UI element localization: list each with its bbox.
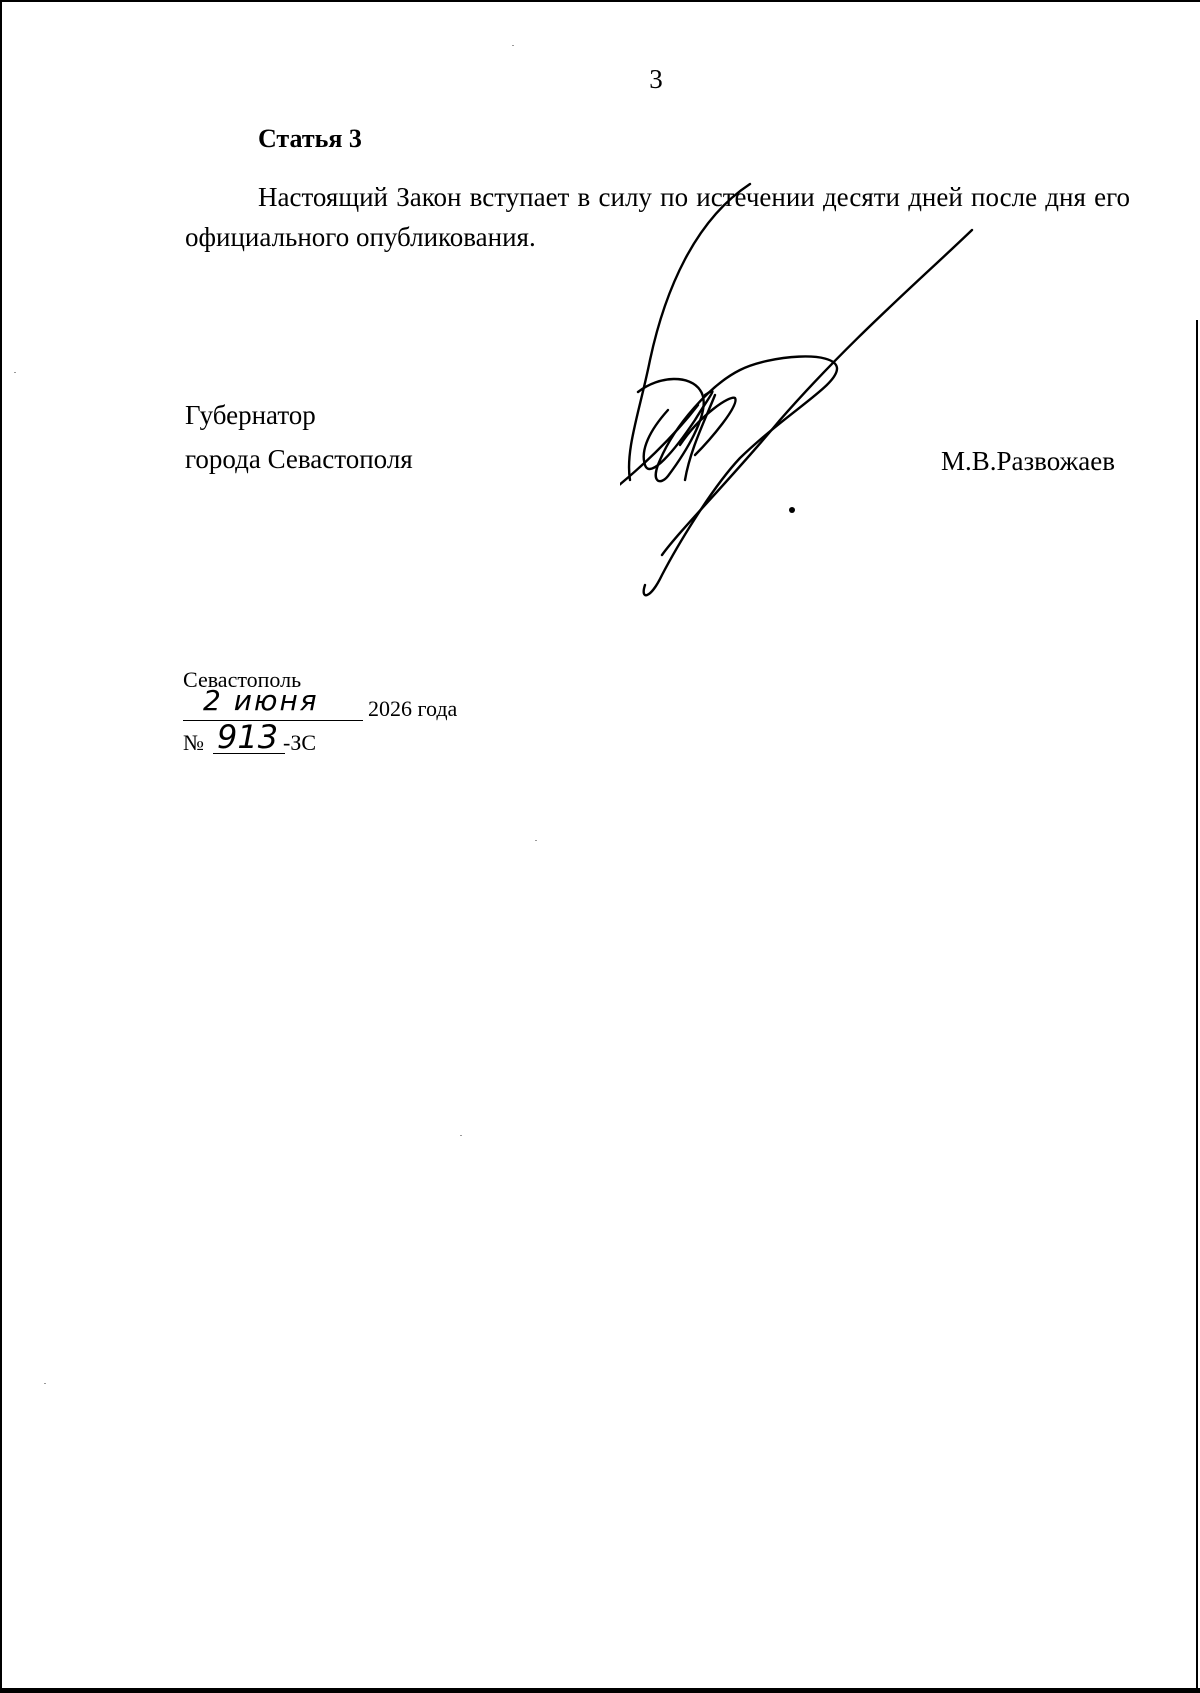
scan-speck [44, 1383, 46, 1384]
page-border-bottom [0, 1688, 1200, 1693]
handwritten-date: 2 июня [203, 684, 319, 717]
handwritten-signature [620, 180, 1000, 630]
page-border-left [0, 0, 2, 1693]
page-border-right [1196, 320, 1198, 1693]
article-paragraph: Настоящий Закон вступает в силу по истечении десяти дней после дня его официального опубликования. [185, 182, 1130, 252]
page-number: 3 [649, 64, 663, 94]
scan-speck [535, 840, 537, 841]
signatory-name: М.В.Развожаев [941, 446, 1115, 476]
signatory-title-line-1: Губернатор [185, 400, 316, 430]
scan-speck [460, 1135, 462, 1136]
signatory-title-line-2: города Севастополя [185, 444, 413, 474]
scan-speck [512, 45, 514, 46]
year-text: 2026 года [368, 696, 458, 721]
number-sign: № [183, 730, 204, 755]
handwritten-number: 913 [217, 718, 279, 756]
page-border-top [0, 0, 1200, 2]
law-number-line [183, 718, 483, 756]
number-suffix: -ЗС [283, 730, 317, 755]
article-heading: Статья 3 [258, 124, 362, 153]
scan-speck [14, 372, 16, 373]
place-of-signing: Севастополь [183, 667, 302, 692]
